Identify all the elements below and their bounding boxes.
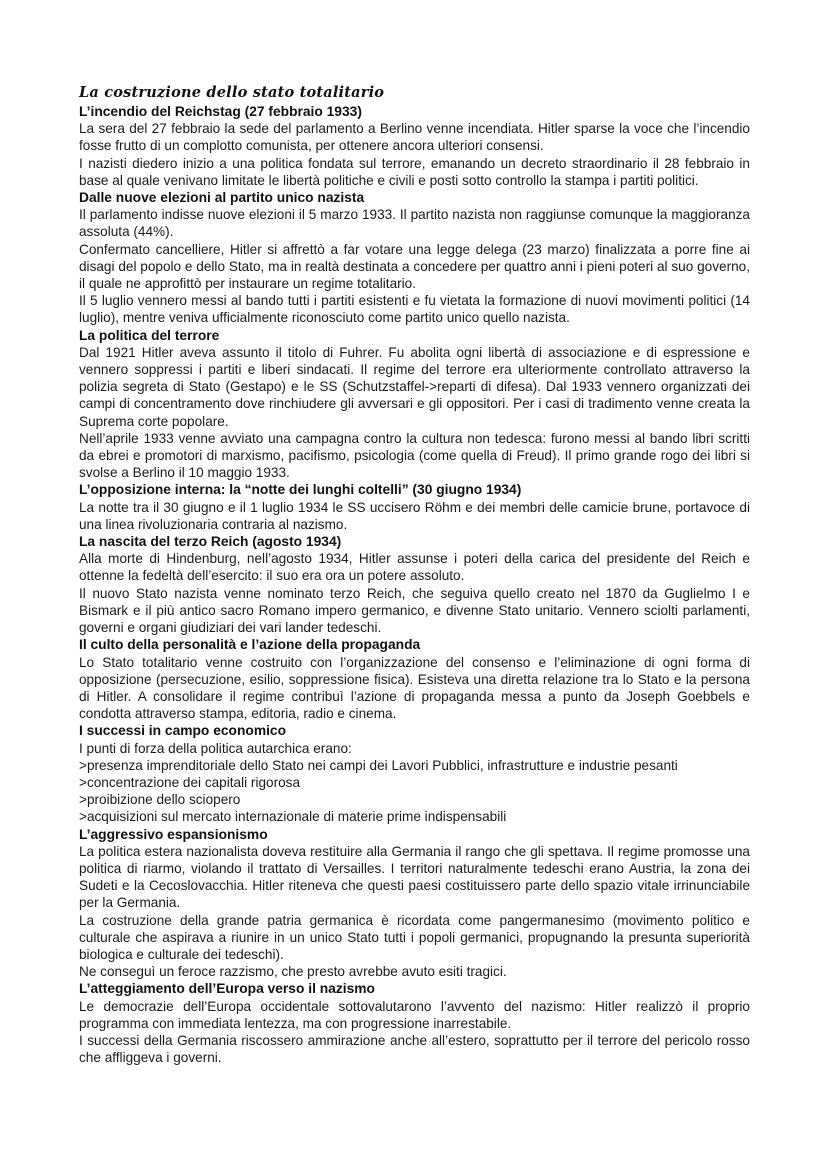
section-night-of-long-knives <box>79 481 750 533</box>
section-heading: L’atteggiamento dell’Europa verso il nazismo <box>79 981 375 997</box>
page-title: La costruzione dello stato totalitario <box>79 84 385 101</box>
list-item: >acquisizioni sul mercato internazionale di materie prime indispensabili <box>79 809 507 825</box>
section-heading: L’incendio del Reichstag (27 febbraio 1933) <box>79 104 362 119</box>
paragraph: Le democrazie dell’Europa occidentale sottovalutarono l’avvento del nazismo: Hitler realizzò il proprio programma con immediata lentezza, ma con progressione inarrestabile. <box>79 998 750 1031</box>
paragraph: La politica estera nazionalista doveva restituire alla Germania il rango che gli spettava. Il regime promosse una politica di riarmo, violando il trattato di Versailles. I territori naturalmente tedeschi erano Austria, la zona dei Sudeti e la Cecoslovacchia. Hitler riteneva che questi paesi costituissero parte dello spazio vitale irrinunciabile per la Germania. <box>79 843 750 911</box>
paragraph: La costruzione della grande patria germanica è ricordata come pangermanesimo (movimento politico e culturale che aspirava a riunire in un unico Stato tutti i popoli germanici, propugnando la presunta superiorità biologica e culturale dei tedeschi). <box>79 912 750 962</box>
section-heading: L’opposizione interna: la “notte dei lunghi coltelli” (30 giugno 1934) <box>79 482 522 498</box>
section-economy <box>79 722 750 825</box>
list-item: >presenza imprenditoriale dello Stato nei campi dei Lavori Pubblici, infrastrutture e industrie pesanti <box>79 757 678 773</box>
paragraph: Il nuovo Stato nazista venne nominato terzo Reich, che seguiva quello creato nel 1870 da Guglielmo I e Bismark e il più antico sacro Romano impero germanico, e divenne Stato unitario. Vennero sciolti parlamenti, governi e organi giudiziari dei vari lander tedeschi. <box>79 585 750 636</box>
paragraph: Il parlamento indisse nuove elezioni il 5 marzo 1933. Il partito nazista non raggiunse comunque la maggioranza assoluta (44%). <box>79 207 750 240</box>
section-europe-attitude <box>79 980 750 1066</box>
section-propaganda <box>79 636 750 722</box>
paragraph: La sera del 27 febbraio la sede del parlamento a Berlino venne incendiata. Hitler sparse la voce che l’incendio fosse frutto di un complotto comunista, per ottenere ancora ulteriori consensi. <box>79 121 750 154</box>
section-politics-of-terror <box>79 327 750 482</box>
paragraph: I successi della Germania riscossero ammirazione anche all’estero, soprattutto per il terrore del pericolo rosso che affliggeva i governi. <box>79 1032 750 1066</box>
paragraph: I nazisti diedero inizio a una politica fondata sul terrore, emanando un decreto straordinario il 28 febbraio in base al quale venivano limitate le libertà politiche e civili e posti sotto controllo la stampa i partiti politici. <box>79 155 750 188</box>
paragraph: Confermato cancelliere, Hitler si affrettò a far votare una legge delega (23 marzo) finalizzata a porre fine ai disagi del popolo e dello Stato, ma in realtà destinata a concedere per quattro anni i pieni poteri al suo governo, il quale ne approfittò per instaurare un regime totalitario. <box>79 241 750 292</box>
document-page <box>79 84 750 1066</box>
paragraph: I punti di forza della politica autarchica erano: <box>79 740 352 756</box>
section-third-reich <box>79 533 750 636</box>
list-item: >proibizione dello sciopero <box>79 792 241 808</box>
section-heading: Dalle nuove elezioni al partito unico nazista <box>79 190 365 206</box>
section-elections-single-party <box>79 189 750 327</box>
list-item: >concentrazione dei capitali rigorosa <box>79 774 301 790</box>
paragraph: Nell’aprile 1933 venne avviato una campagna contro la cultura non tedesca: furono messi al bando libri scritti da ebrei e promotori di marxismo, pacifismo, psicologia (come quella di Freud). Il primo grande rogo dei libri si svolse a Berlino il 10 maggio 1933. <box>79 430 750 481</box>
paragraph: La notte tra il 30 giugno e il 1 luglio 1934 le SS uccisero Röhm e dei membri delle camicie brune, portavoce di una linea rivoluzionaria contraria al nazismo. <box>79 499 750 532</box>
section-reichstag-fire <box>79 103 750 189</box>
section-heading: I successi in campo economico <box>79 723 287 739</box>
section-expansionism <box>79 826 750 981</box>
section-heading: La politica del terrore <box>79 327 220 343</box>
paragraph: Lo Stato totalitario venne costruito con l’organizzazione del consenso e l’eliminazione di ogni forma di opposizione (persecuzione, esilio, soppressione fisica). Esisteva una diretta relazione tra lo Stato e la persona di Hitler. A consolidare il regime contribuì l’azione di propaganda messa a punto da Joseph Goebbels e condotta attraverso stampa, editoria, radio e cinema. <box>79 654 750 722</box>
section-heading: L’aggressivo espansionismo <box>79 826 268 842</box>
section-heading: La nascita del terzo Reich (agosto 1934) <box>79 534 342 550</box>
paragraph: Alla morte di Hindenburg, nell’agosto 1934, Hitler assunse i poteri della carica del presidente del Reich e ottenne la fedeltà dell’esercito: il suo era ora un potere assoluto. <box>79 551 750 584</box>
paragraph: Il 5 luglio vennero messi al bando tutti i partiti esistenti e fu vietata la formazione di nuovi movimenti politici (14 luglio), mentre veniva ufficialmente riconosciuto come partito unico quello nazista. <box>79 293 750 326</box>
paragraph: Dal 1921 Hitler aveva assunto il titolo di Fuhrer. Fu abolita ogni libertà di associazione e di espressione e vennero soppressi i partiti e liberi sindacati. Il regime del terrore era ulteriormente controllato attraverso la polizia segreta di Stato (Gestapo) e le SS (Schutzstaffel->reparti di difesa). Dal 1933 vennero organizzati dei campi di concentramento dove rinchiudere gli avversari e gli oppositori. Per i casi di tradimento venne creata la Suprema corte popolare. <box>79 344 750 429</box>
section-heading: Il culto della personalità e l’azione della propaganda <box>79 637 421 653</box>
paragraph: Ne conseguì un feroce razzismo, che presto avrebbe avuto esiti tragici. <box>79 964 507 980</box>
